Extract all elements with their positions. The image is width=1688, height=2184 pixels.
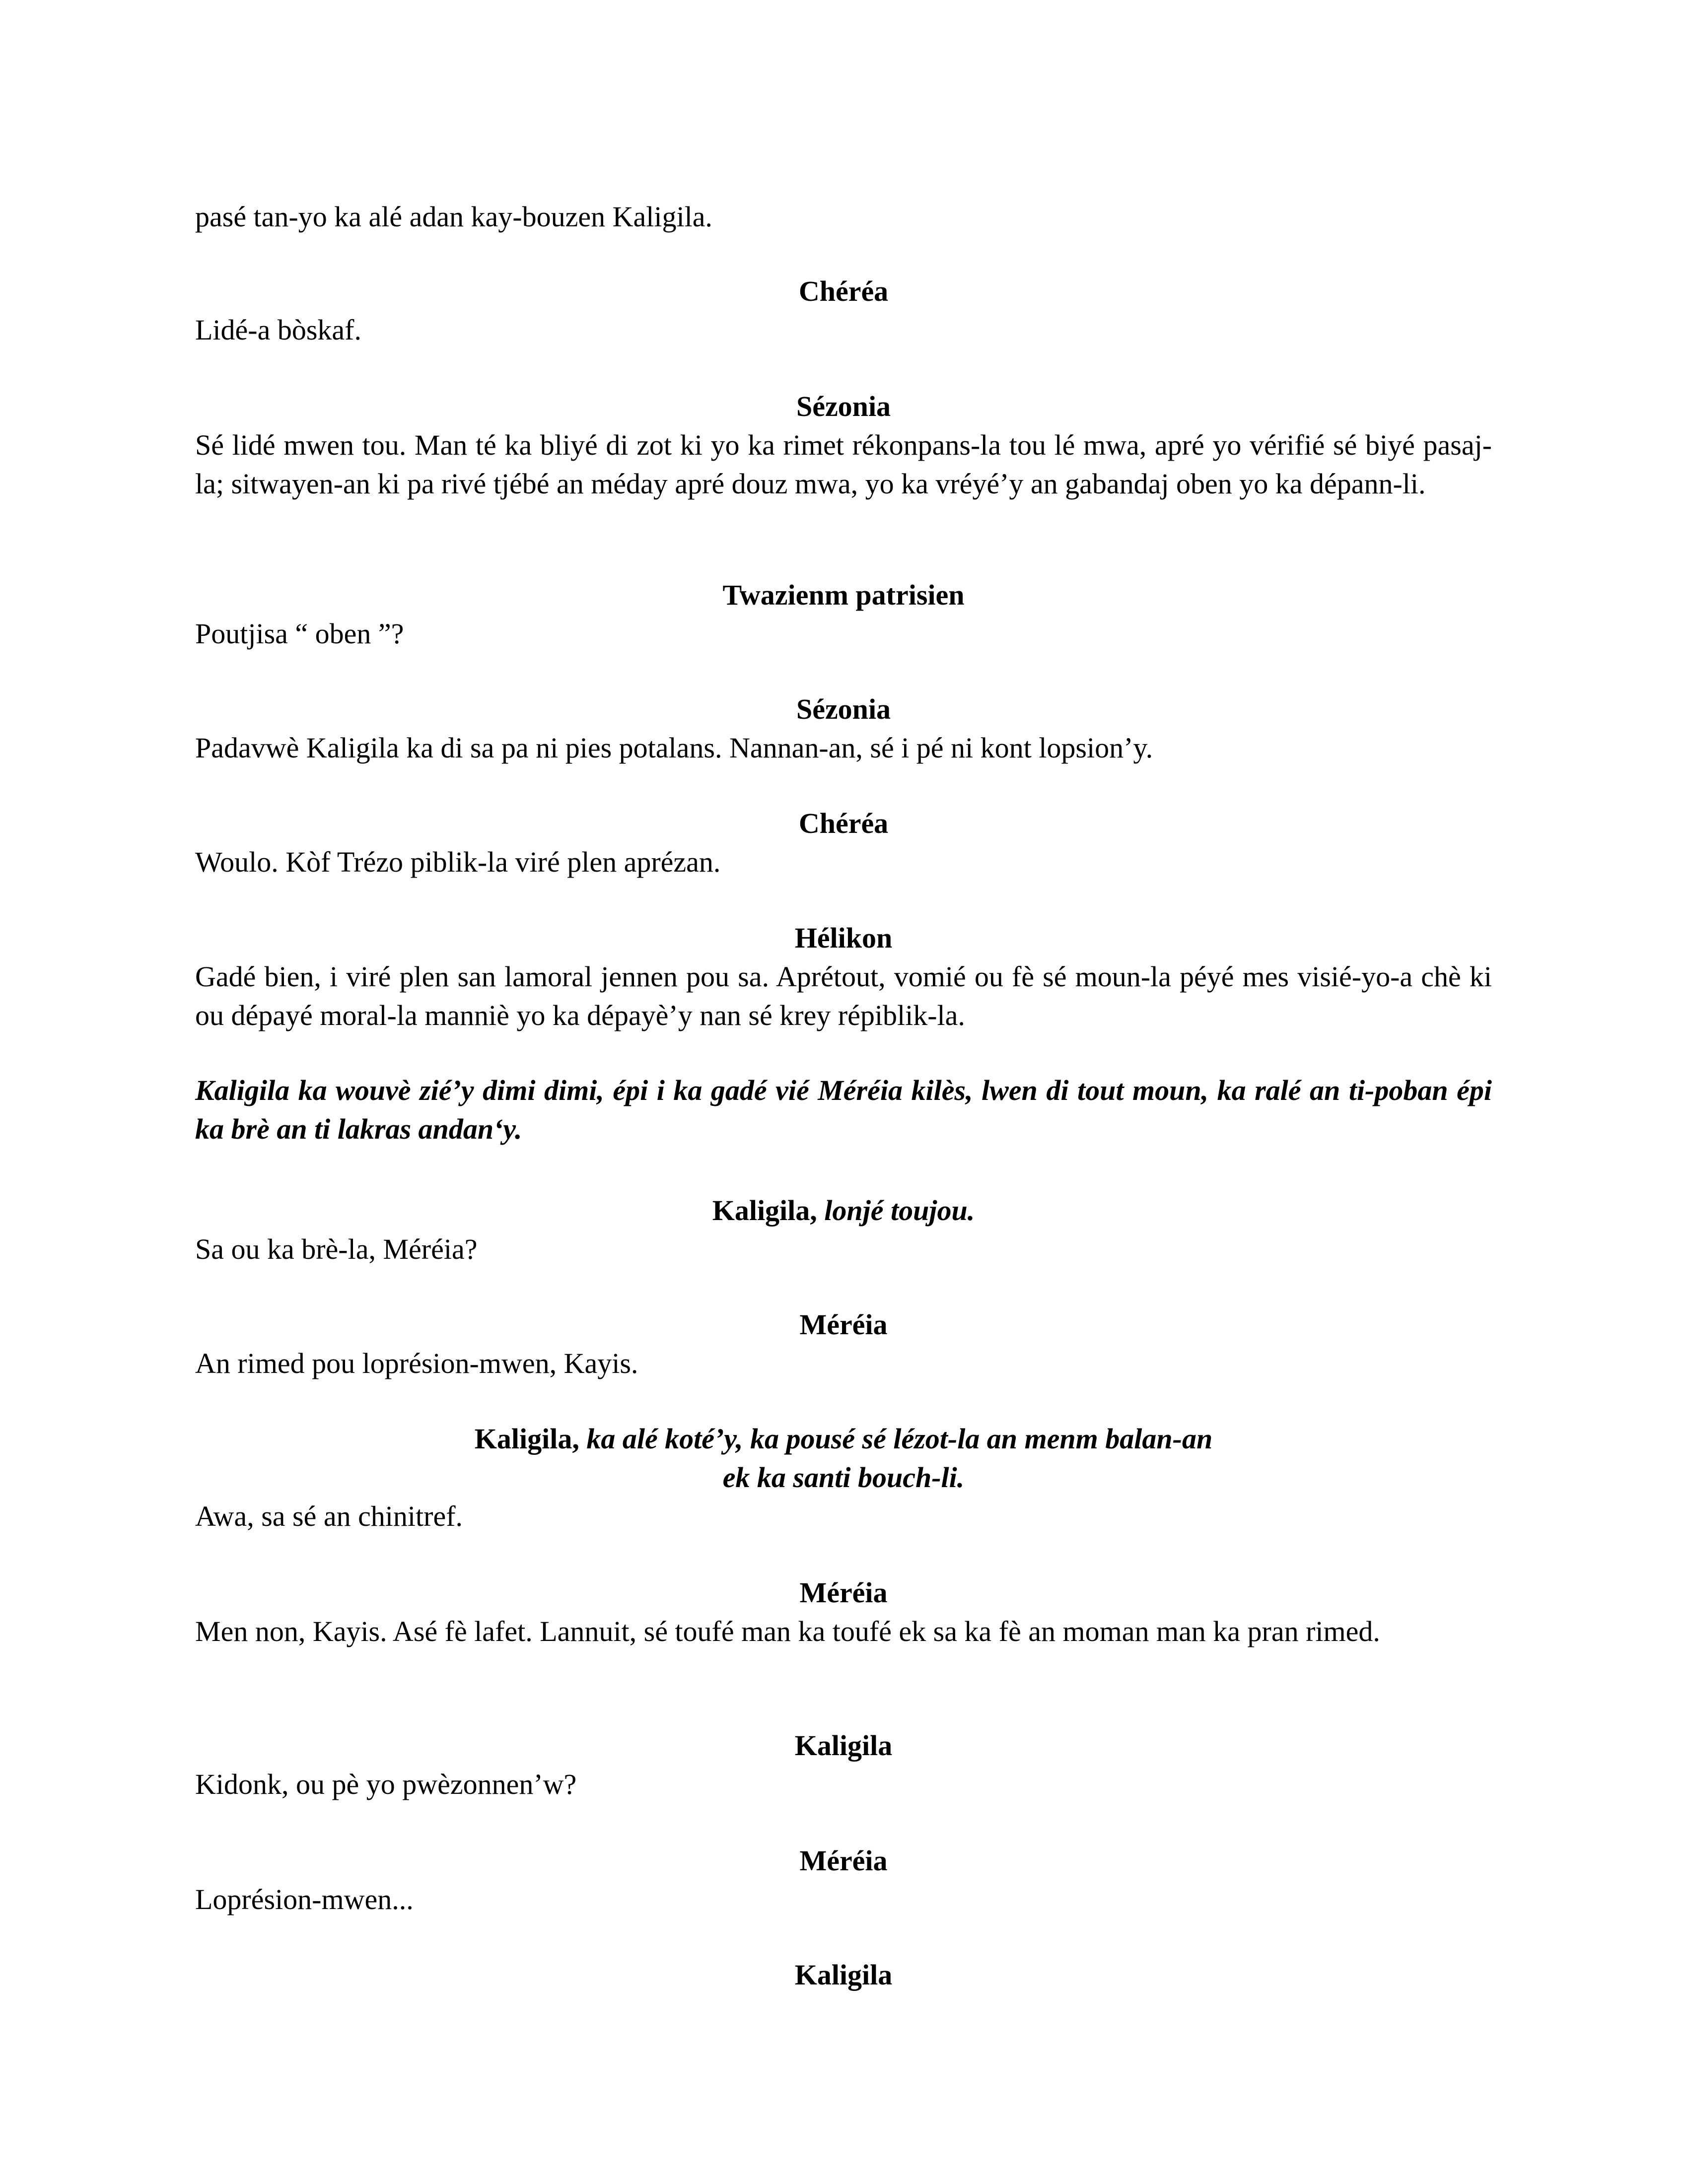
speaker-name: Méréia xyxy=(799,1844,888,1877)
speaker-name: Sézonia xyxy=(796,693,891,725)
speaker-with-direction xyxy=(195,1420,1492,1497)
speaker-name: Méréia xyxy=(799,1308,888,1341)
dialogue-line: Lidé-a bòskaf. xyxy=(195,314,361,346)
dialogue-line: Sa ou ka brè-la, Méréia? xyxy=(195,1233,478,1265)
stage-direction: Kaligila ka wouvè zié’y dimi dimi, épi i ka gadé vié Méréia kilès, lwen di tout moun, ka ralé an ti-poban épi ka brè an ti lakras andan‘y. xyxy=(195,1074,1492,1145)
opening-line: pasé tan-yo ka alé adan kay-bouzen Kaligila. xyxy=(195,201,712,233)
speaker-name: Kaligila xyxy=(794,1729,893,1762)
dialogue-line: Padavwè Kaligila ka di sa pa ni pies potalans. Nannan-an, sé i pé ni kont lopsion’y. xyxy=(195,732,1153,764)
speaker-name: Kaligila, xyxy=(474,1423,579,1455)
speaker-name: Kaligila, xyxy=(712,1194,817,1227)
speaker-name: Hélikon xyxy=(794,922,893,954)
dialogue-line: Poutjisa “ oben ”? xyxy=(195,617,404,650)
dialogue-line: Loprésion-mwen... xyxy=(195,1883,414,1915)
speaker-name: Kaligila xyxy=(794,1959,893,1991)
dialogue-line: Sé lidé mwen tou. Man té ka bliyé di zot ki yo ka rimet rékonpans-la tou lé mwa, apré yo vérifié sé biyé pasaj-la; sitwayen-an ki pa rivé tjébé an méday apré douz mwa, yo ka vréyé’y an gabandaj oben yo ka dépann-li. xyxy=(195,429,1492,500)
dialogue-line: Kidonk, ou pè yo pwèzonnen’w? xyxy=(195,1768,577,1800)
speaker-direction: lonjé toujou. xyxy=(824,1194,975,1227)
speaker-with-direction xyxy=(195,1191,1492,1230)
speaker-direction-continued: ek ka santi bouch-li. xyxy=(722,1461,965,1494)
dialogue-line: Woulo. Kòf Trézo piblik-la viré plen aprézan. xyxy=(195,846,721,878)
dialogue-line: An rimed pou loprésion-mwen, Kayis. xyxy=(195,1347,638,1379)
dialogue-line: Gadé bien, i viré plen san lamoral jennen pou sa. Aprétout, vomié ou fè sé moun-la péyé mes visié-yo-a chè ki ou dépayé moral-la manniè yo ka dépayè’y nan sé krey répiblik-la. xyxy=(195,960,1492,1031)
dialogue-line: Men non, Kayis. Asé fè lafet. Lannuit, sé toufé man ka toufé ek sa ka fè an moman man ka pran rimed. xyxy=(195,1615,1380,1647)
speaker-name: Chéréa xyxy=(798,275,889,307)
speaker-name: Méréia xyxy=(799,1576,888,1609)
speaker-name: Chéréa xyxy=(798,807,889,839)
dialogue-line: Awa, sa sé an chinitref. xyxy=(195,1500,463,1532)
speaker-name: Twazienm patrisien xyxy=(722,579,965,611)
speaker-direction: ka alé koté’y, ka pousé sé lézot-la an menm balan-an xyxy=(586,1423,1213,1455)
speaker-name: Sézonia xyxy=(796,390,891,422)
